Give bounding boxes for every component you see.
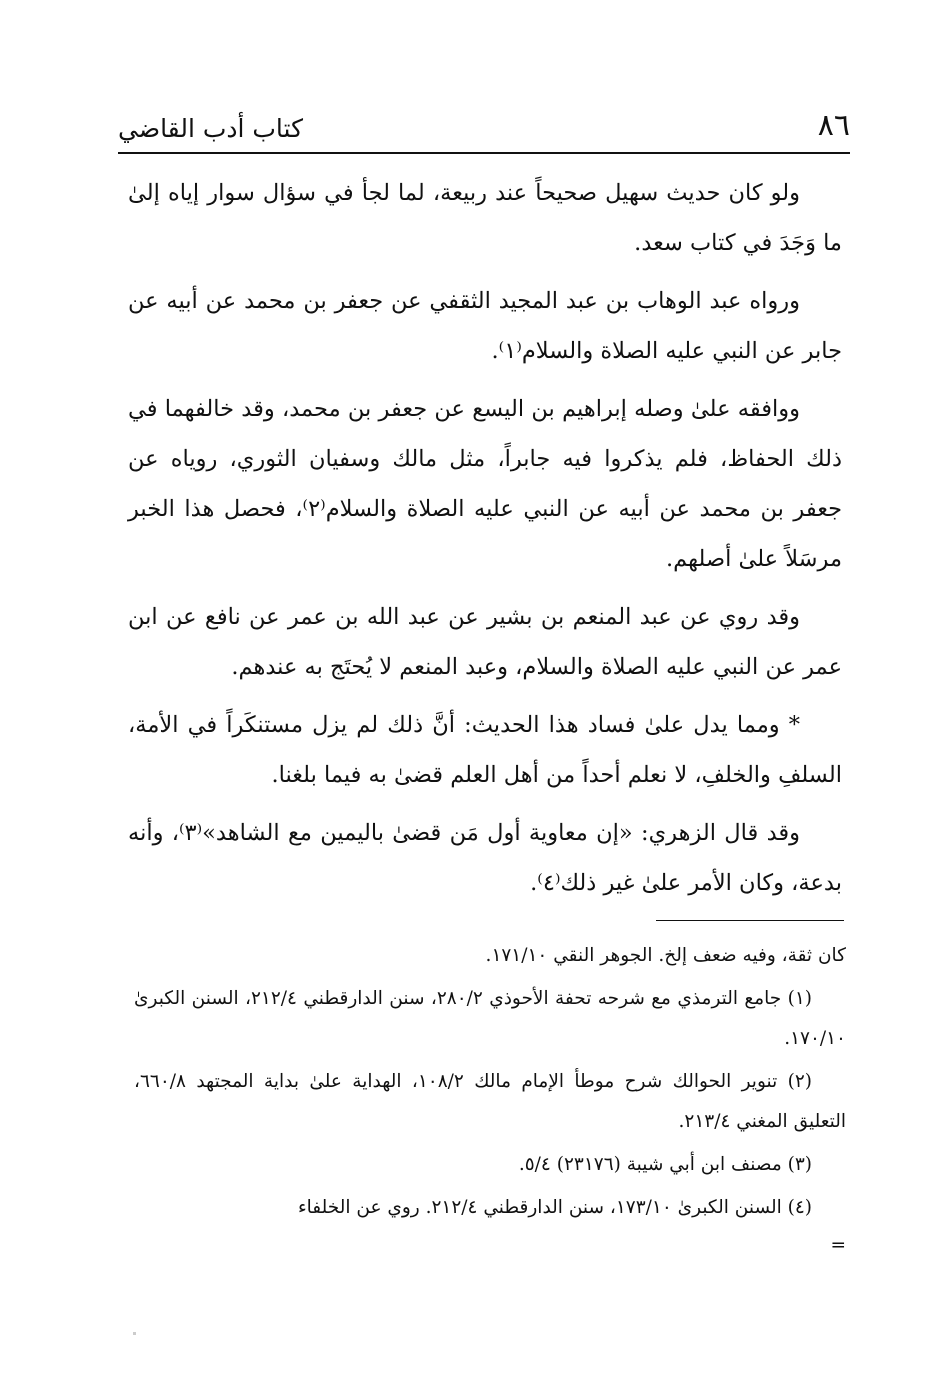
paragraph: وقد قال الزهري: «إن معاوية أول مَن قضىٰ باليمين مع الشاهد»⁽٣⁾، وأنه بدعة، وكان الأمر علىٰ غير ذلك⁽٤⁾. <box>128 820 842 896</box>
footnote: (٣) مصنف ابن أبي شيبة (٢٣١٧٦) ٥/٤. <box>518 1154 812 1175</box>
running-title: كتاب أدب القاضي <box>118 114 303 143</box>
scan-speck <box>133 1332 136 1335</box>
header-divider <box>118 152 850 154</box>
footnote: (٤) السنن الكبرىٰ ١٧٣/١٠، سنن الدارقطني ٢١٢/٤. روي عن الخلفاء <box>297 1197 812 1218</box>
paragraph: * ومما يدل علىٰ فساد هذا الحديث: أنَّ ذلك لم يزل مستنكَراً في الأمة، السلفِ والخلفِ، لا نعلم أحداً من أهل العلم قضىٰ به فيما بلغنا. <box>128 712 842 788</box>
page-header <box>118 104 850 150</box>
footnote-continuation: كان ثقة، وفيه ضعف إلخ. الجوهر النقي ١٧١/١٠. <box>485 945 846 966</box>
paragraph: ولو كان حديث سهيل صحيحاً عند ربيعة، لما لجأ في سؤال سوار إياه إلىٰ ما وَجَدَ في كتاب سعد. <box>128 180 842 256</box>
paragraph: وقد روي عن عبد المنعم بن بشير عن عبد الله بن عمر عن نافع عن ابن عمر عن النبي عليه الصلاة والسلام، وعبد المنعم لا يُحتَج به عندهم. <box>128 604 842 680</box>
main-text <box>128 168 842 916</box>
footnote-separator <box>656 920 844 921</box>
page-number: ٨٦ <box>817 108 850 143</box>
footnote: (٢) تنوير الحوالك شرح موطأ الإمام مالك ١٠٨/٢، الهداية علىٰ بداية المجتهد ٦٦٠/٨، التعليق المغني ٢١٣/٤. <box>134 1071 846 1132</box>
paragraph: ورواه عبد الوهاب بن عبد المجيد الثقفي عن جعفر بن محمد عن أبيه عن جابر عن النبي عليه الصلاة والسلام⁽١⁾. <box>128 288 842 364</box>
footnotes <box>134 936 846 1261</box>
paragraph: ووافقه علىٰ وصله إبراهيم بن اليسع عن جعفر بن محمد، وقد خالفهما في ذلك الحفاظ، فلم يذكروا فيه جابراً، مثل مالك وسفيان الثوري، روياه عن جعفر بن محمد عن أبيه عن النبي عليه الصلاة والسلام⁽٢⁾، فحصل هذا الخبر مرسَلاً علىٰ أصلهم. <box>128 396 842 572</box>
continued-mark: = <box>830 1235 846 1256</box>
footnote: (١) جامع الترمذي مع شرحه تحفة الأحوذي ٢٨٠/٢، سنن الدارقطني ٢١٢/٤، السنن الكبرىٰ ١٧٠/١٠. <box>134 988 846 1049</box>
